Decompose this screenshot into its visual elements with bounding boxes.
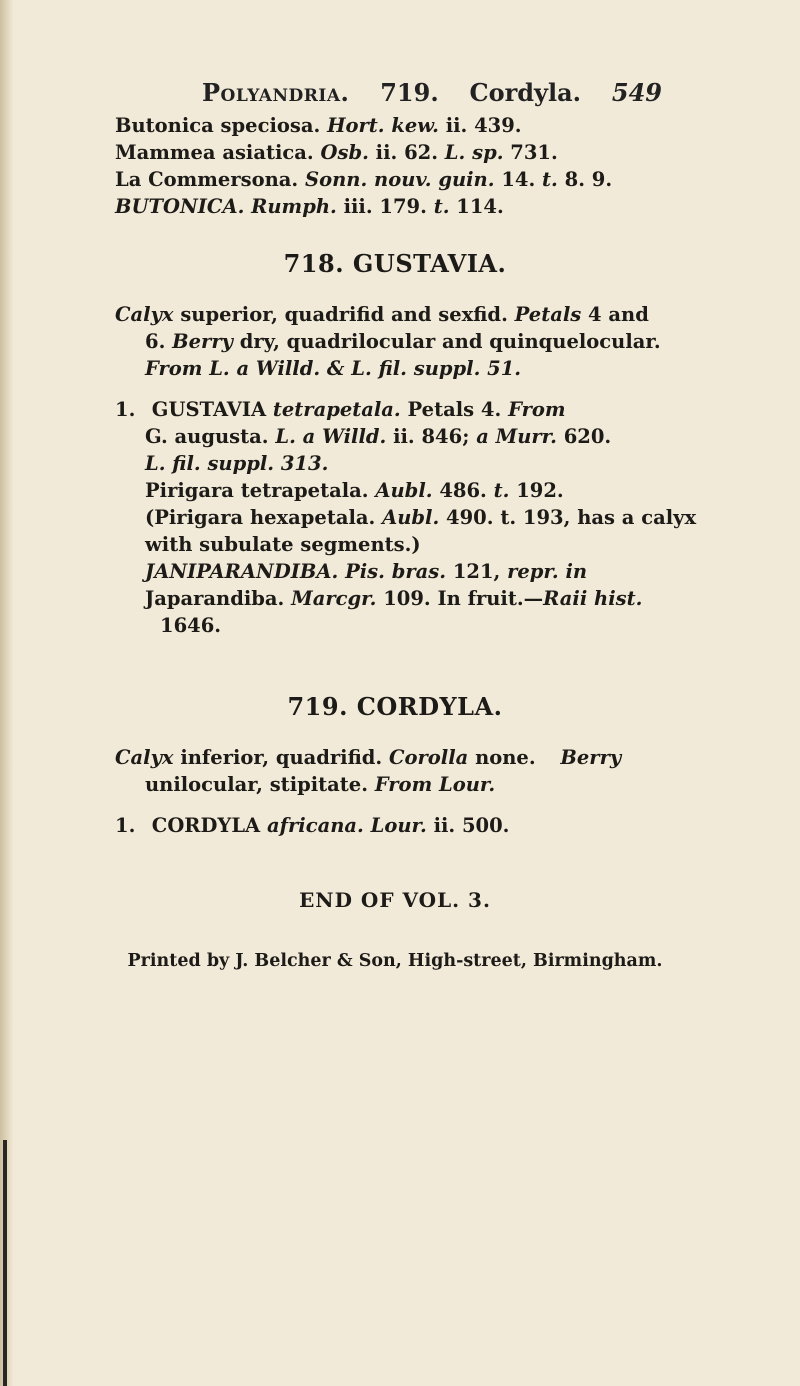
- page-body: [115, 112, 697, 975]
- header-number: 719.: [380, 78, 439, 107]
- species-entry: L. fil. suppl. 313.: [145, 452, 329, 475]
- synonym-line: Pirigara tetrapetala. Aubl. 486. t. 192.: [145, 479, 564, 502]
- synonym-line: Mammea asiatica. Osb. ii. 62. L. sp. 731.: [115, 141, 558, 164]
- header-title: Cordyla.: [469, 78, 582, 107]
- generic-character: unilocular, stipitate. From Lour.: [145, 773, 496, 796]
- generic-character-source: From L. a Willd. & L. fil. suppl. 51.: [145, 357, 522, 380]
- synonym-line: BUTONICA. Rumph. iii. 179. t. 114.: [115, 195, 504, 218]
- species-entry: 1. GUSTAVIA tetrapetala. Petals 4. From: [115, 398, 566, 421]
- species-entry: G. augusta. L. a Willd. ii. 846; a Murr. 620.: [145, 425, 612, 448]
- binding-mark: [3, 1140, 7, 1386]
- synonym-line: Japarandiba. Marcgr. 109. In fruit.—Raii hist.: [145, 587, 643, 610]
- generic-character: Calyx inferior, quadrifid. Corolla none. Berry: [115, 746, 622, 769]
- generic-character: 6. Berry dry, quadrilocular and quinquelocular.: [145, 330, 661, 353]
- synonym-line: with subulate segments.): [145, 533, 421, 556]
- synonym-line: JANIPARANDIBA. Pis. bras. 121, repr. in: [145, 560, 588, 583]
- synonym-line: Butonica speciosa. Hort. kew. ii. 439.: [115, 114, 522, 137]
- synonym-line: (Pirigara hexapetala. Aubl. 490. t. 193, has a calyx: [145, 506, 697, 529]
- section-heading-719: 719. CORDYLA.: [287, 692, 503, 721]
- page-number: 549: [611, 78, 662, 107]
- species-entry: 1. CORDYLA africana. Lour. ii. 500.: [115, 814, 510, 837]
- end-of-volume: END OF VOL. 3.: [299, 888, 491, 912]
- section-heading-718: 718. GUSTAVIA.: [283, 249, 507, 278]
- generic-character: Calyx superior, quadrifid and sexfid. Petals 4 and: [115, 303, 649, 326]
- running-header: [202, 78, 662, 107]
- synonym-line: 1646.: [160, 614, 222, 637]
- printer-imprint: Printed by J. Belcher & Son, High-street, Birmingham.: [127, 951, 663, 971]
- header-class: Polyandria.: [202, 78, 350, 107]
- synonym-line: La Commersona. Sonn. nouv. guin. 14. t. 8. 9.: [115, 168, 613, 191]
